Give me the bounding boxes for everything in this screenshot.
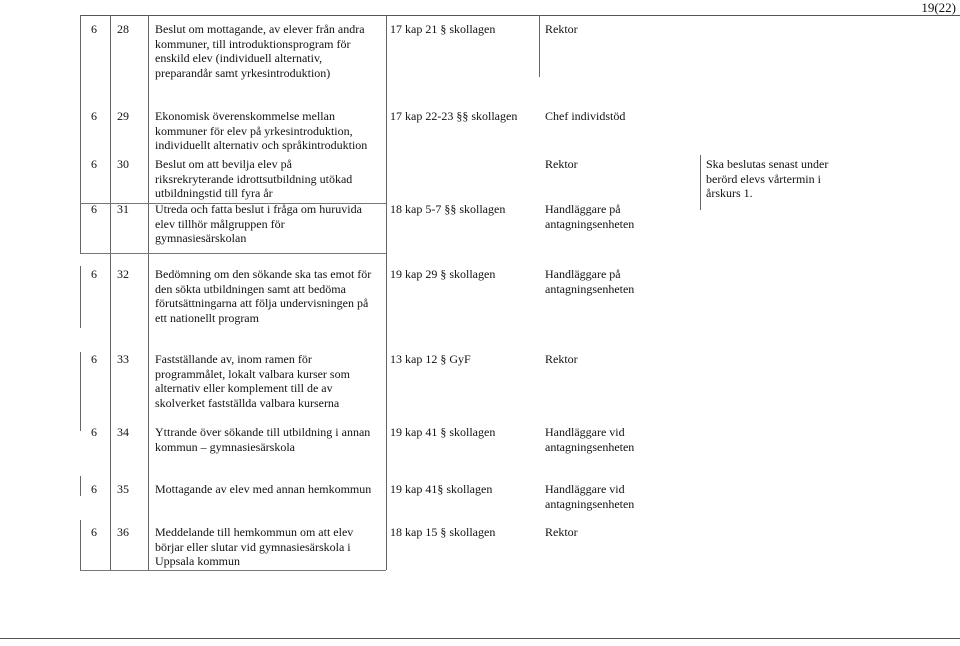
col-divider-2 <box>148 15 149 570</box>
row-number: 35 <box>117 482 129 496</box>
page-number: 19(22) <box>921 0 956 15</box>
description-line: Meddelande till hemkommun om att elev <box>155 525 354 539</box>
row-delegate <box>545 425 634 454</box>
description-line: individuellt alternativ och språkintroduktion <box>155 138 368 152</box>
row-delegate <box>545 109 625 124</box>
row-group: 6 <box>91 482 97 496</box>
row-description <box>155 157 387 201</box>
description-line: elev tillhör målgruppen för <box>155 216 285 231</box>
row-number: 30 <box>117 157 129 171</box>
description-line: Uppsala kommun <box>155 554 240 568</box>
description-line: alternativ eller komplement till de av <box>155 381 333 395</box>
description-line: Beslut om att bevilja elev på <box>155 157 292 171</box>
bottom-rule <box>0 638 960 639</box>
description-line: börjar eller slutar vid gymnasiesärskola i <box>155 539 351 554</box>
delegate-line: Rektor <box>545 352 578 366</box>
row-number: 32 <box>117 267 129 281</box>
description-line: Ekonomisk överenskommelse mellan <box>155 109 335 123</box>
description-line: förutsättningarna att följa undervisningen på <box>155 296 369 310</box>
row-law: 18 kap 5-7 §§ skollagen <box>390 202 506 216</box>
description-line: kommuner, till introduktionsprogram för <box>155 36 351 51</box>
row-group: 6 <box>91 525 97 539</box>
delegate-line: antagningsenheten <box>545 281 635 296</box>
row-description <box>155 352 387 410</box>
left-border-lower <box>80 352 81 431</box>
row-law: 13 kap 12 § GyF <box>390 352 471 366</box>
row-delegate <box>545 22 578 37</box>
description-line: skolverket fastställda valbara kurserna <box>155 395 340 410</box>
row-delegate <box>545 157 578 172</box>
left-border-top <box>80 15 81 253</box>
note-line: berörd elevs vårtermin i <box>706 171 821 186</box>
description-line: ett nationellt program <box>155 310 259 325</box>
note-line: årskurs 1. <box>706 186 753 200</box>
delegate-line: Rektor <box>545 157 578 171</box>
delegate-line: Handläggare vid <box>545 482 625 496</box>
description-line: riksrekryterande idrottsutbildning utökad <box>155 171 353 186</box>
row-rule-3 <box>80 570 386 571</box>
row-description <box>155 267 387 325</box>
row-delegate <box>545 267 634 296</box>
row-number: 28 <box>117 22 129 36</box>
description-line: den sökta utbildningen samt att bedöma <box>155 281 346 296</box>
col-divider-4 <box>539 15 540 77</box>
delegate-line: antagningsenheten <box>545 439 635 454</box>
row-law: 18 kap 15 § skollagen <box>390 525 496 539</box>
row-group: 6 <box>91 22 97 36</box>
row-description <box>155 202 387 246</box>
top-rule <box>80 15 960 16</box>
left-border-bottom-a <box>80 476 81 496</box>
description-line: Mottagande av elev med annan hemkommun <box>155 482 372 496</box>
row-law: 19 kap 41§ skollagen <box>390 482 493 496</box>
row-law: 19 kap 41 § skollagen <box>390 425 496 439</box>
row-description <box>155 22 387 80</box>
description-line: programmålet, lokalt valbara kurser som <box>155 366 350 381</box>
row-law: 19 kap 29 § skollagen <box>390 267 496 281</box>
row-law: 17 kap 21 § skollagen <box>390 22 496 36</box>
description-line: Utreda och fatta beslut i fråga om huruvida <box>155 202 362 216</box>
description-line: kommun – gymnasiesärskola <box>155 439 295 454</box>
description-line: utbildningstid till fyra år <box>155 186 273 200</box>
description-line: kommuner för elev på yrkesintroduktion, <box>155 123 353 138</box>
left-border-middle <box>80 266 81 328</box>
row-group: 6 <box>91 352 97 366</box>
delegate-line: Rektor <box>545 525 578 539</box>
delegate-line: antagningsenheten <box>545 216 635 231</box>
delegate-line: antagningsenheten <box>545 496 635 511</box>
description-line: Yttrande över sökande till utbildning i annan <box>155 425 371 439</box>
row-group: 6 <box>91 109 97 123</box>
row-note <box>706 157 828 201</box>
row-delegate <box>545 352 578 367</box>
col-divider-1 <box>110 15 111 570</box>
delegate-line: Rektor <box>545 22 578 36</box>
left-border-bottom-b <box>80 520 81 570</box>
row-number: 36 <box>117 525 129 539</box>
row-description <box>155 425 387 454</box>
description-line: Beslut om mottagande, av elever från andra <box>155 22 365 36</box>
row-delegate <box>545 482 634 511</box>
delegate-line: Handläggare på <box>545 202 621 216</box>
row-number: 29 <box>117 109 129 123</box>
row-rule-2 <box>80 253 386 254</box>
delegate-line: Handläggare vid <box>545 425 625 439</box>
description-line: gymnasiesärskolan <box>155 231 247 245</box>
description-line: preparandår samt yrkesintroduktion) <box>155 65 331 80</box>
row-number: 33 <box>117 352 129 366</box>
row-number: 34 <box>117 425 129 439</box>
row-description <box>155 525 387 569</box>
col-divider-5 <box>700 155 701 210</box>
delegate-line: Handläggare på <box>545 267 621 281</box>
row-group: 6 <box>91 157 97 171</box>
row-group: 6 <box>91 267 97 281</box>
row-law: 17 kap 22-23 §§ skollagen <box>390 109 518 123</box>
row-description <box>155 109 387 153</box>
row-number: 31 <box>117 202 129 216</box>
description-line: Bedömning om den sökande ska tas emot för <box>155 267 372 281</box>
description-line: enskild elev (individuell alternativ, <box>155 51 323 65</box>
row-group: 6 <box>91 425 97 439</box>
row-delegate <box>545 202 634 231</box>
row-description <box>155 482 387 497</box>
note-line: Ska beslutas senast under <box>706 157 829 171</box>
row-group: 6 <box>91 202 97 216</box>
row-delegate <box>545 525 578 540</box>
description-line: Fastställande av, inom ramen för <box>155 352 312 366</box>
delegate-line: Chef individstöd <box>545 109 626 123</box>
